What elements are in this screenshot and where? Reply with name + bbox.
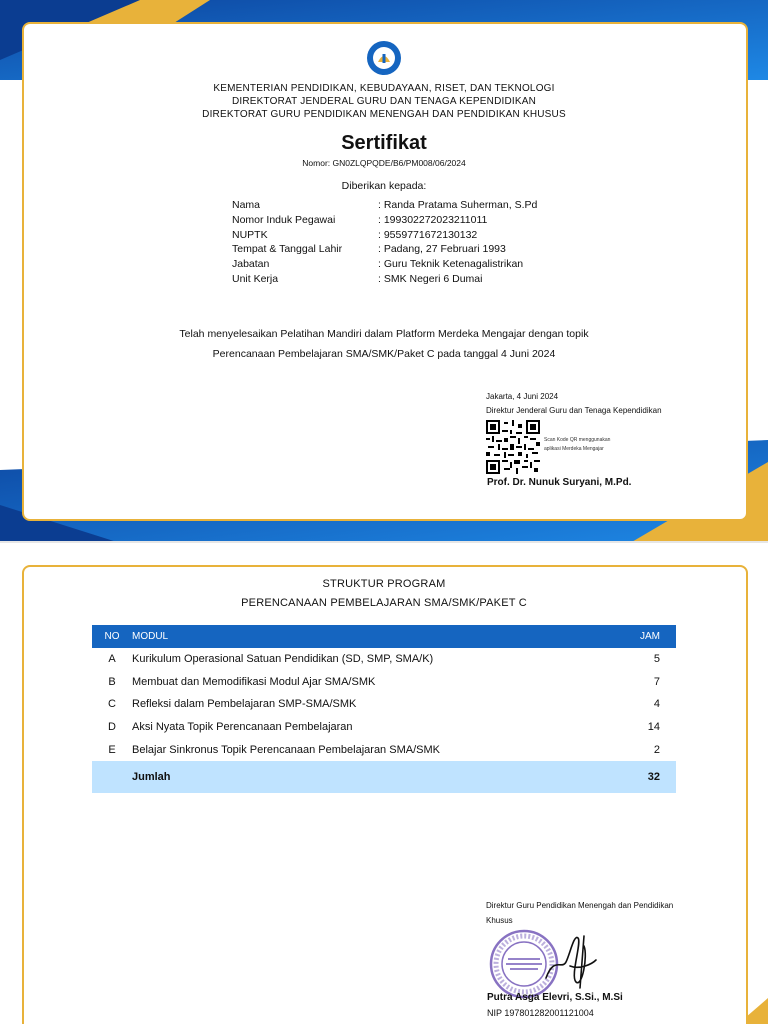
info-value: : Randa Pratama Suherman, S.Pd: [378, 199, 538, 211]
description-line: Perencanaan Pembelajaran SMA/SMK/Paket C pada tanggal 4 Juni 2024: [212, 348, 556, 360]
row-module: Belajar Sinkronus Topik Perencanaan Pembelajaran SMA/SMK: [132, 743, 440, 756]
info-label: NUPTK: [232, 228, 268, 241]
total-row: [92, 761, 676, 793]
row-hours: 7: [653, 675, 660, 688]
tut-wuri-handayani-logo: [366, 40, 402, 76]
sign-position: Direktur Jenderal Guru dan Tenaga Kependidikan: [486, 406, 662, 415]
header-no: NO: [92, 625, 132, 648]
signature-block: [486, 390, 662, 418]
sign-position-line: Khusus: [486, 916, 513, 925]
info-label: Jabatan: [232, 258, 270, 271]
row-module: Aksi Nyata Topik Perencanaan Pembelajaran: [132, 721, 353, 734]
row-no: E: [108, 743, 116, 756]
completion-description: [60, 324, 708, 364]
info-value: : Guru Teknik Ketenagalistrikan: [378, 258, 524, 271]
structure-signature-block: [486, 898, 726, 928]
table-header-row: [92, 625, 676, 648]
certificate-title: Sertifikat: [341, 132, 427, 154]
table-row: [92, 693, 676, 716]
qr-instruction: [544, 436, 610, 454]
table-row: [92, 716, 676, 739]
row-module: Membuat dan Memodifikasi Modul Ajar SMA/SMK: [132, 675, 376, 688]
certificate-number: Nomor: GN0ZLQPQDE/B6/PM008/06/2024: [302, 158, 466, 168]
qr-note-line: Scan Kode QR menggunakan: [544, 437, 611, 443]
row-no: D: [108, 721, 116, 734]
info-label: Unit Kerja: [232, 272, 279, 285]
table-row: [92, 648, 676, 671]
description-line: Telah menyelesaikan Pelatihan Mandiri dalam Platform Merdeka Mengajar dengan topik: [179, 328, 589, 340]
given-to-label: Diberikan kepada:: [341, 180, 427, 192]
info-row: [232, 213, 537, 228]
row-hours: 4: [653, 698, 660, 711]
header-hours: JAM: [616, 625, 676, 648]
info-row: [232, 242, 537, 257]
ministry-line: DIREKTORAT GURU PENDIDIKAN MENENGAH DAN PENDIDIKAN KHUSUS: [202, 109, 566, 120]
info-value: : 9559771672130132: [378, 228, 478, 241]
table-row: [92, 671, 676, 694]
signer-nip: NIP 197801282001121004: [487, 1008, 594, 1018]
total-spacer: [92, 761, 132, 793]
ministry-line: DIREKTORAT JENDERAL GURU DAN TENAGA KEPENDIDIKAN: [231, 96, 537, 107]
structure-title-line: STRUKTUR PROGRAM: [322, 578, 446, 590]
recipient-info: [232, 198, 537, 287]
row-no: C: [108, 698, 116, 711]
info-label: Tempat & Tanggal Lahir: [232, 243, 343, 256]
handwritten-signature: [540, 926, 600, 990]
modules-table: [92, 625, 676, 793]
header-module: MODUL: [132, 625, 616, 648]
sign-position-line: Direktur Guru Pendidikan Menengah dan Pendidikan: [486, 901, 674, 910]
row-no: B: [108, 675, 116, 688]
sign-place-date: Jakarta, 4 Juni 2024: [486, 392, 559, 401]
info-value: : SMK Negeri 6 Dumai: [378, 272, 483, 285]
row-hours: 2: [653, 743, 660, 756]
total-label: Jumlah: [132, 761, 616, 793]
row-no: A: [108, 653, 116, 666]
row-hours: 14: [647, 721, 660, 734]
ministry-header: [60, 82, 708, 121]
structure-page: [0, 543, 768, 1024]
table-row: [92, 738, 676, 761]
structure-signer-name: Putra Asga Elevri, S.Si., M.Si: [487, 992, 623, 1003]
row-hours: 5: [653, 653, 660, 666]
total-hours: 32: [616, 761, 676, 793]
info-row: [232, 228, 537, 243]
info-label: Nama: [232, 199, 261, 211]
info-row: [232, 257, 537, 272]
row-module: Kurikulum Operasional Satuan Pendidikan (SD, SMP, SMA/K): [132, 653, 434, 666]
structure-subtitle-line: PERENCANAAN PEMBELAJARAN SMA/SMK/PAKET C: [241, 597, 527, 609]
qr-note-line: aplikasi Merdeka Mengajar: [544, 446, 604, 452]
info-row: [232, 198, 537, 213]
info-row: [232, 272, 537, 287]
structure-title: [60, 575, 708, 613]
qr-code[interactable]: [486, 420, 540, 474]
info-label: Nomor Induk Pegawai: [232, 213, 336, 226]
signer-name: Prof. Dr. Nunuk Suryani, M.Pd.: [487, 477, 632, 488]
info-value: : Padang, 27 Februari 1993: [378, 243, 506, 256]
row-module: Refleksi dalam Pembelajaran SMP-SMA/SMK: [132, 698, 357, 711]
info-value: : 199302272023211011: [378, 213, 488, 226]
ministry-line: KEMENTERIAN PENDIDIKAN, KEBUDAYAAN, RISET, DAN TEKNOLOGI: [213, 83, 555, 94]
